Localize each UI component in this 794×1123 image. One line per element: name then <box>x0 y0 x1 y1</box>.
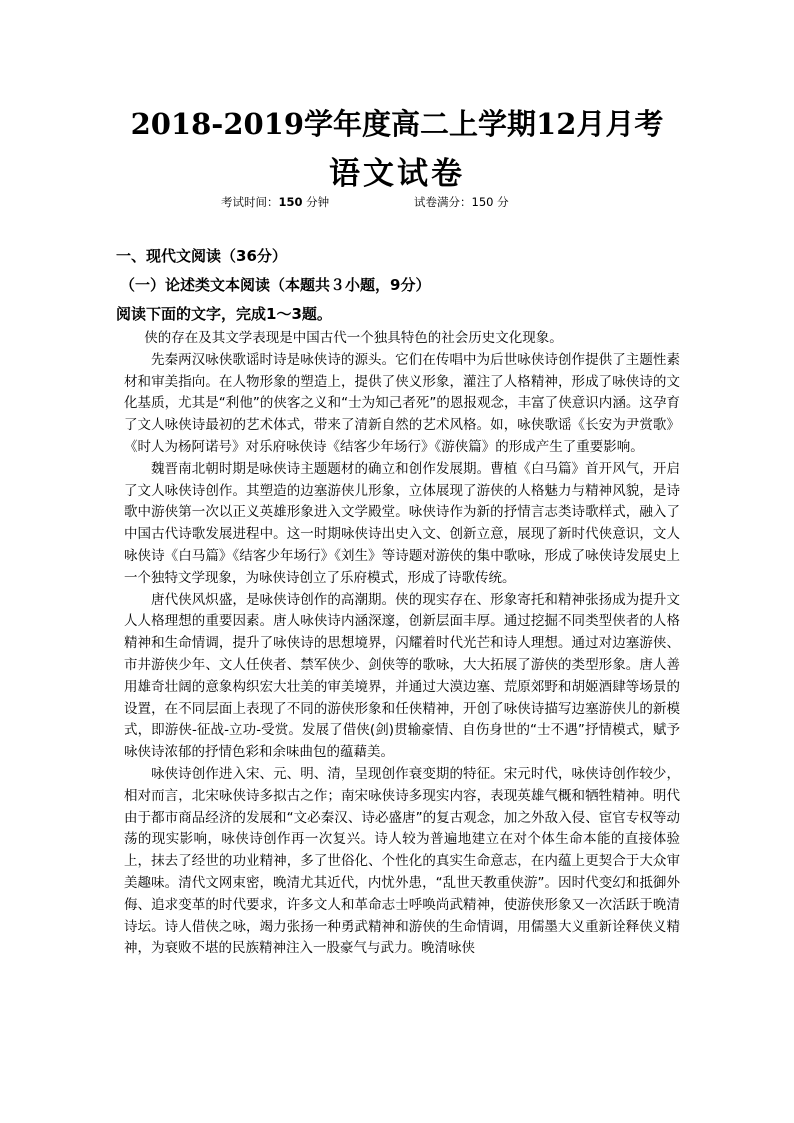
exam-title-subject: 语文试卷 <box>329 156 465 192</box>
subsection-heading: （一）论述类文本阅读（本题共３小题，9分） <box>120 276 431 294</box>
passage-paragraph: 侠的存在及其文学表现是中国古代一个独具特色的社会历史文化现象。 <box>144 330 563 346</box>
passage-paragraph: 唐代侠风炽盛，是咏侠诗创作的高潮期。侠的现实存在、形象寄托和精神张扬成为提升文人人格理想的重要因素。唐人咏侠诗内涵深邃，创新层面丰厚。通过挖掘不同类型侠者的人格精神和生命情调，提升了咏侠诗的思想境界，闪耀着时代光芒和诗人理想。通过对边塞游侠、市井游侠少年、文人任侠者、禁军侠少、剑侠等的歌咏，大大拓展了游侠的类型形象。唐人善用雄奇壮阔的意象构织宏大壮美的审美境界，并通过大漠边塞、荒原郊野和胡姬酒肆等场景的设置，在不同层面上表现了不同的游侠形象和任侠精神，开创了咏侠诗描写边塞游侠儿的新模式，即游侠-征战-立功-受赏。发展了借侠(剑)贯输豪情、自伤身世的“士不遇”抒情模式，赋予咏侠诗浓郁的抒情色彩和余味曲包的蕴藉美。 <box>124 591 680 761</box>
passage-body <box>124 328 680 960</box>
section-heading: 一、现代文阅读（36分） <box>116 247 287 265</box>
exam-time <box>221 194 329 210</box>
exam-full-score: 试卷满分：150 分 <box>414 195 509 209</box>
passage-paragraph: 魏晋南北朝时期是咏侠诗主题题材的确立和创作发展期。曹植《白马篇》首开风气，开启了文人咏侠诗创作。其塑造的边塞游侠儿形象，立体展现了游侠的人格魅力与精神风貌，是诗歌中游侠第一次以正义英雄形象进入文学殿堂。咏侠诗作为新的抒情言志类诗歌样式，融入了中国古代诗歌发展进程中。这一时期咏侠诗出史入文、创新立意，展现了新时代侠意识，文人咏侠诗《白马篇》《结客少年场行》《刘生》等诗题对游侠的集中歌咏，形成了咏侠诗发展史上一个独特文学现象，为咏侠诗创立了乐府模式，形成了诗歌传统。 <box>124 460 680 586</box>
exam-time-value: 150 <box>278 195 303 209</box>
passage-paragraph: 咏侠诗创作进入宋、元、明、清，呈现创作衰变期的特征。宋元时代，咏侠诗创作较少，相对而言，北宋咏侠诗多拟古之作；南宋咏侠诗多现实内容，表现英雄气概和牺牲精神。明代由于都市商品经济的发展和“文必秦汉、诗必盛唐”的复古观念，加之外敌入侵、宦官专权等动荡的现实影响，咏侠诗创作再一次复兴。诗人较为普遍地建立在对个体生命本能的直接体验上，抹去了经世的功业精神，多了世俗化、个性化的真实生命意志，在内蕴上更契合于大众审美趣味。清代文网束密，晚清尤其近代，内忧外患，“乱世天教重侠游”。因时代变幻和抵御外侮、追求变革的时代要求，许多文人和革命志士呼唤尚武精神，使游侠形象又一次活跃于晚清诗坛。诗人借侠之咏，竭力张扬一种勇武精神和游侠的生命情调，用儒墨大义重新诠释侠义精神，为衰败不堪的民族精神注入一股豪气与武力。晚清咏侠 <box>124 765 680 957</box>
exam-title-line1: 2018-2019学年度高二上学期12月月考 <box>130 107 664 141</box>
exam-time-label: 考试时间： <box>221 195 279 209</box>
exam-time-unit: 分钟 <box>302 195 330 209</box>
reading-instruction: 阅读下面的文字，完成1～3题。 <box>116 305 332 323</box>
passage-paragraph: 先秦两汉咏侠歌谣时诗是咏侠诗的源头。它们在传唱中为后世咏侠诗创作提供了主题性素材和审美指向。在人物形象的塑造上，提供了侠义形象，灌注了人格精神，形成了咏侠诗的文化基质，尤其是“利他”的侠客之义和“士为知己者死”的恩报观念，丰富了侠意识内涵。这孕育了文人咏侠诗最初的艺术体式，带来了清新自然的艺术风格。如，咏侠歌谣《长安为尹赏歌》《时人为杨阿诺号》对乐府咏侠诗《结客少年场行》《游侠篇》的形成产生了重要影响。 <box>124 351 680 455</box>
